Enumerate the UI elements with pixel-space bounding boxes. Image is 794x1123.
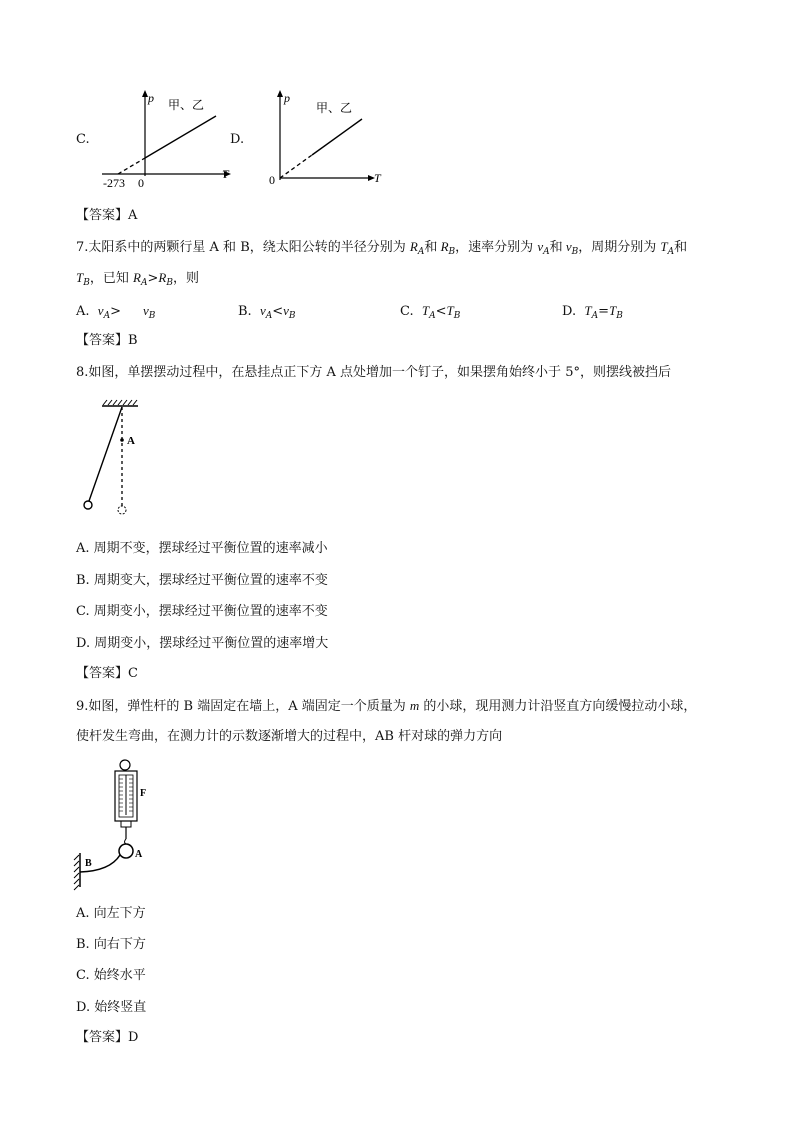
q9-option-b: B. 向右下方 — [76, 937, 146, 952]
q8-option-c: C. 周期变小，摆球经过平衡位置的速率不变 — [76, 604, 328, 619]
q8-answer: 【答案】C — [76, 666, 138, 681]
pendulum-figure — [80, 398, 170, 522]
graph-c-series-label: 甲、乙 — [168, 98, 205, 112]
pendulum-label-a: A — [127, 435, 135, 447]
q9-text-line1: 9.如图，弹性杆的 B 端固定在墙上，A 端固定一个质量为 m 的小球，现用测力计沿竖直方向缓慢拉动小球， — [76, 698, 697, 714]
rod-label-b: B — [85, 858, 92, 869]
q9-option-d: D. 始终竖直 — [76, 1000, 147, 1015]
graph-c-origin: 0 — [138, 176, 144, 190]
q8-text: 8.如图，单摆摆动过程中，在悬挂点正下方 A 点处增加一个钉子，如果摆角始终小于 5°，则摆线被挡后 — [76, 365, 671, 380]
graph-d-series-label: 甲、乙 — [316, 101, 353, 115]
q7-answer: 【答案】B — [76, 333, 138, 348]
q8-option-a: A. 周期不变，摆球经过平衡位置的速率减小 — [76, 541, 328, 556]
q9-answer: 【答案】D — [76, 1030, 139, 1045]
option-d-label: D. — [230, 132, 245, 147]
q7-option-d: D. $T_A=T_B$ — [562, 303, 623, 321]
q9-option-a: A. 向左下方 — [76, 906, 146, 921]
graph-c-x-intercept: -273 — [103, 176, 125, 190]
graph-d — [266, 88, 396, 188]
graph-c — [100, 88, 250, 192]
scale-label-f: F — [140, 788, 147, 799]
graph-d-x-label: T — [374, 171, 381, 185]
graph-d-y-label: p — [284, 91, 290, 105]
graph-d-origin: 0 — [269, 173, 275, 187]
q8-option-d: D. 周期变小，摆球经过平衡位置的速率增大 — [76, 636, 329, 651]
q7-text-line2: $T_B$，已知 $R_A>R_B$，则 — [76, 270, 199, 288]
graph-c-y-label: p — [148, 91, 154, 105]
q9-option-c: C. 始终水平 — [76, 968, 146, 983]
q9-text-line2: 使杆发生弯曲，在测力计的示数逐渐增大的过程中，AB 杆对球的弹力方向 — [76, 729, 503, 744]
q8-option-b: B. 周期变大，摆球经过平衡位置的速率不变 — [76, 573, 328, 588]
q7-option-a: A. $v_A> v_B$ — [76, 303, 156, 321]
rod-label-a: A — [135, 849, 143, 860]
q7-text-line1: 7.太阳系中的两颗行星 A 和 B，绕太阳公转的半径分别为 $R_A$和 $R_B$，速率分别为 $v_A$和 $v_B$，周期分别为 $T_A$和 — [76, 239, 688, 257]
spring-scale-figure — [72, 757, 182, 889]
q7-option-c: C. $T_A<T_B$ — [400, 303, 461, 321]
graph-c-x-label: T — [222, 167, 229, 181]
q7-option-b: B. $v_A<v_B$ — [238, 303, 296, 321]
option-c-label: C. — [76, 132, 90, 147]
q6-answer: 【答案】A — [76, 208, 138, 223]
